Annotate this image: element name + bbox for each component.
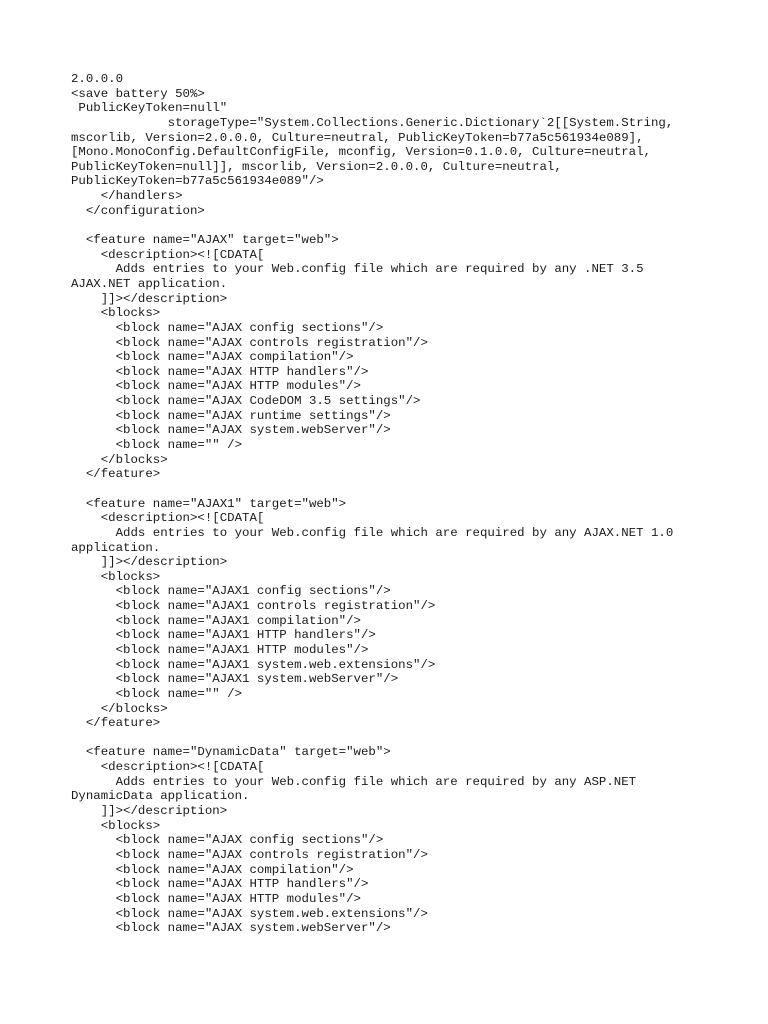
code-line: <block name="AJAX config sections"/> (71, 320, 384, 335)
code-line: <block name="" /> (71, 686, 243, 701)
code-line: <description><![CDATA[ (71, 511, 265, 526)
code-line: DynamicData application. (71, 789, 250, 804)
code-line: <block name="AJAX system.web.extensions"/> (71, 906, 428, 921)
code-line: storageType="System.Collections.Generic.Dictionary`2[[System.String, (71, 115, 674, 130)
code-line: </feature> (71, 467, 161, 482)
code-line: <block name="AJAX controls registration"/> (71, 335, 428, 350)
code-line: <block name="AJAX HTTP handlers"/> (71, 364, 369, 379)
code-line: </blocks> (71, 452, 168, 467)
code-line (71, 731, 711, 746)
code-line: <block name="AJAX HTTP modules"/> (71, 379, 361, 394)
code-line: PublicKeyToken=b77a5c561934e089"/> (71, 174, 324, 189)
code-line: <block name="AJAX HTTP handlers"/> (71, 877, 369, 892)
code-line: <block name="AJAX1 config sections"/> (71, 584, 391, 599)
code-line (71, 218, 711, 233)
code-line: <block name="AJAX system.webServer"/> (71, 921, 391, 936)
code-line: <block name="AJAX compilation"/> (71, 862, 354, 877)
code-line: <feature name="AJAX1" target="web"> (71, 496, 347, 511)
code-line: <blocks> (71, 818, 161, 833)
code-line: <block name="AJAX HTTP modules"/> (71, 891, 361, 906)
code-line: ]]></description> (71, 804, 228, 819)
code-line: <block name="AJAX system.webServer"/> (71, 423, 391, 438)
code-line: <block name="" /> (71, 438, 243, 453)
code-line: </configuration> (71, 203, 205, 218)
code-line: <save battery 50%> (71, 86, 205, 101)
code-line: <description><![CDATA[ (71, 760, 265, 775)
document-page (71, 72, 711, 936)
code-line: PublicKeyToken=null" (71, 101, 228, 116)
code-line: <block name="AJAX1 HTTP modules"/> (71, 642, 369, 657)
code-line: <block name="AJAX config sections"/> (71, 833, 384, 848)
code-line: <feature name="DynamicData" target="web"> (71, 745, 391, 760)
code-line: </handlers> (71, 189, 183, 204)
code-line: <block name="AJAX1 HTTP handlers"/> (71, 628, 376, 643)
code-line: <blocks> (71, 569, 161, 584)
code-line: <block name="AJAX controls registration"/> (71, 847, 428, 862)
code-line: <feature name="AJAX" target="web"> (71, 233, 339, 248)
code-line: [Mono.MonoConfig.DefaultConfigFile, mconfig, Version=0.1.0.0, Culture=neutral, (71, 145, 651, 160)
code-line: <block name="AJAX CodeDOM 3.5 settings"/> (71, 394, 421, 409)
code-listing (71, 72, 711, 936)
code-line (71, 482, 711, 497)
code-line: <blocks> (71, 306, 161, 321)
code-line: ]]></description> (71, 291, 228, 306)
code-line: <block name="AJAX1 system.webServer"/> (71, 672, 399, 687)
code-line: PublicKeyToken=null]], mscorlib, Version=2.0.0.0, Culture=neutral, (71, 159, 562, 174)
code-line: application. (71, 540, 161, 555)
code-line: <block name="AJAX1 compilation"/> (71, 613, 361, 628)
code-line: </blocks> (71, 701, 168, 716)
code-line: <description><![CDATA[ (71, 247, 265, 262)
code-line: 2.0.0.0 (71, 72, 124, 86)
code-line: </feature> (71, 716, 161, 731)
code-line: <block name="AJAX1 controls registration"/> (71, 599, 436, 614)
code-line: <block name="AJAX runtime settings"/> (71, 408, 391, 423)
code-line: Adds entries to your Web.config file which are required by any ASP.NET (71, 774, 637, 789)
code-line: Adds entries to your Web.config file which are required by any AJAX.NET 1.0 (71, 525, 674, 540)
code-line: Adds entries to your Web.config file which are required by any .NET 3.5 (71, 262, 644, 277)
code-line: <block name="AJAX1 system.web.extensions"/> (71, 657, 436, 672)
code-line: <block name="AJAX compilation"/> (71, 350, 354, 365)
code-line: mscorlib, Version=2.0.0.0, Culture=neutral, PublicKeyToken=b77a5c561934e089], (71, 130, 644, 145)
code-line: ]]></description> (71, 555, 228, 570)
code-line: AJAX.NET application. (71, 276, 228, 291)
